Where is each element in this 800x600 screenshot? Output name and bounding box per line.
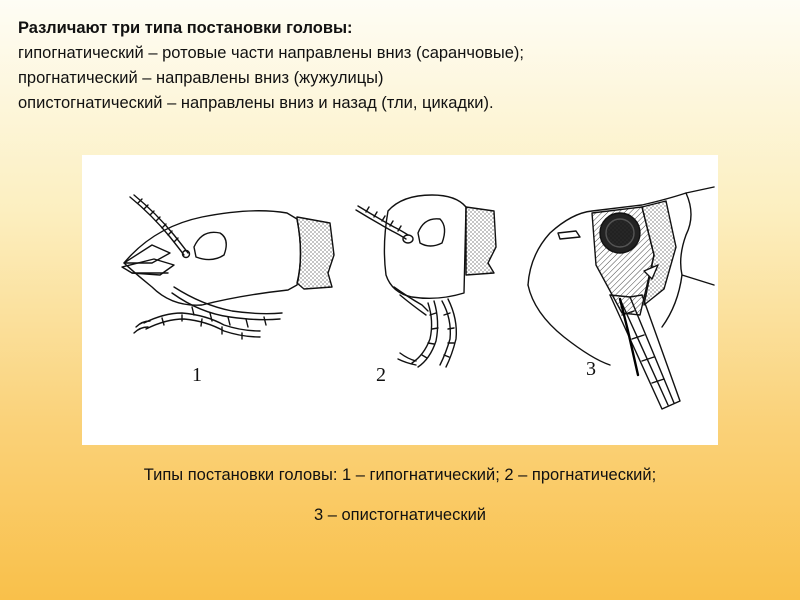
figure-label-1: 1	[192, 364, 202, 386]
text-line-prognathous: прогнатический – направлены вниз (жужулицы)	[18, 69, 384, 87]
head-drawing-1	[122, 195, 334, 339]
figure-caption-line-2: 3 – опистогнатический	[313, 506, 487, 524]
palps-1	[134, 287, 282, 339]
head-capsule-2	[384, 195, 466, 298]
eye-2	[418, 219, 445, 246]
text-line-opisthognathous: опистогнатический – направлены вниз и назад (тли, цикадки).	[18, 94, 494, 112]
text-block	[18, 16, 788, 116]
head-drawing-3	[528, 187, 714, 409]
head-drawing-2	[356, 195, 496, 367]
insect-head-figure	[82, 155, 718, 445]
text-line-hypognathous: гипогнатический – ротовые части направлены вниз (саранчовые);	[18, 44, 524, 62]
slide-heading: Различают три типа постановки головы:	[18, 19, 353, 37]
head-types-illustration	[82, 155, 718, 445]
figure-label-2: 2	[376, 364, 386, 386]
proboscis-3	[610, 295, 680, 409]
eye-1	[194, 232, 226, 259]
figure-caption-line-1: Типы постановки головы: 1 – гипогнатический; 2 – прогнатический;	[143, 466, 657, 484]
figure-label-3: 3	[586, 358, 596, 380]
pronotum-1	[297, 217, 334, 289]
pronotum-2	[466, 207, 496, 275]
